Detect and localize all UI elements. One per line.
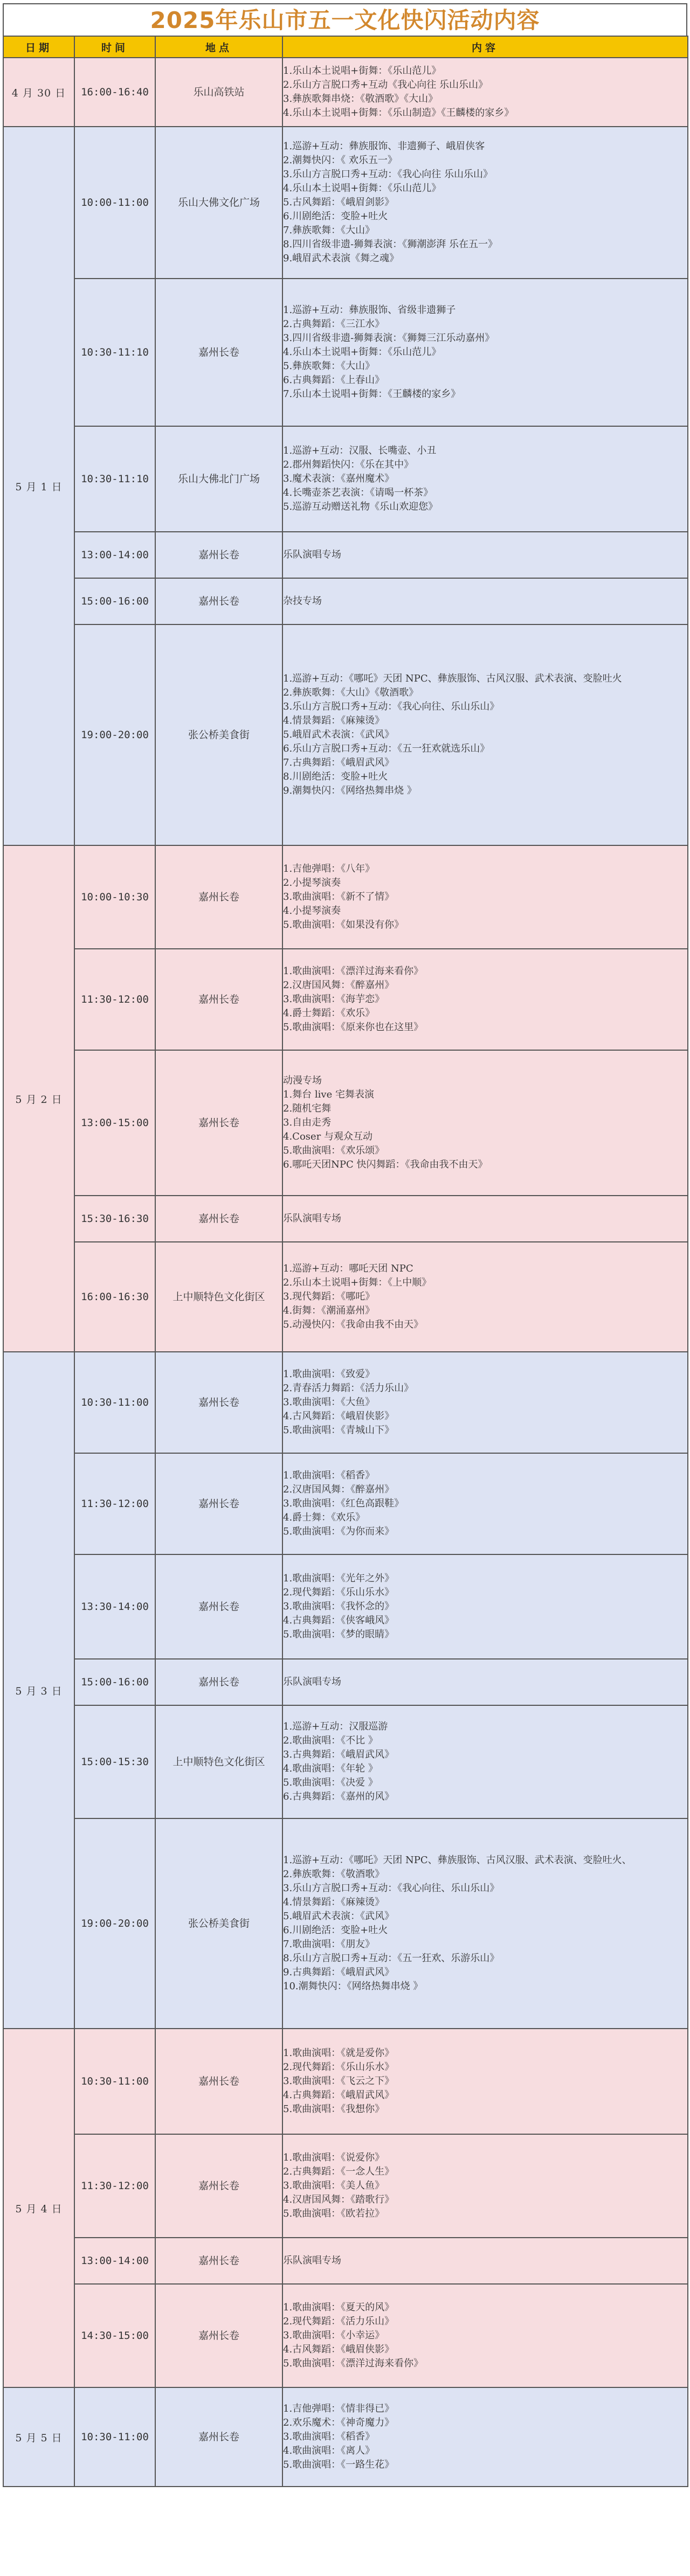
program-item: 3.现代舞蹈：《哪吒》 xyxy=(283,1291,375,1302)
program-item: 10.潮舞快闪：《网络热舞串烧 》 xyxy=(283,1981,423,1992)
date-cell: 4 月 30 日 xyxy=(3,58,74,127)
program-item: 4.汉唐国风舞：《踏歌行》 xyxy=(283,2194,395,2205)
schedule-row xyxy=(3,2284,688,2387)
venue-cell: 乐山大佛文化广场 xyxy=(155,127,282,279)
date-cell: 5 月 4 日 xyxy=(3,2029,74,2387)
date-cell: 5 月 5 日 xyxy=(3,2387,74,2487)
program-item: 4.小提琴演奏 xyxy=(283,905,341,916)
time-cell: 16:00-16:40 xyxy=(74,58,155,127)
program-item: 2.青春活力舞蹈：《活力乐山》 xyxy=(283,1383,414,1394)
program-item: 3.歌曲演唱：《大鱼》 xyxy=(283,1397,375,1408)
time-cell: 14:30-15:00 xyxy=(74,2284,155,2387)
program-item: 3.歌曲演唱：《海芋恋》 xyxy=(283,994,385,1005)
time-cell: 15:30-16:30 xyxy=(74,1196,155,1242)
schedule-row xyxy=(3,1196,688,1242)
program-item: 5.歌曲演唱：《一路生花》 xyxy=(283,2459,395,2470)
schedule-row xyxy=(3,578,688,624)
venue-cell: 嘉州长卷 xyxy=(155,949,282,1050)
schedule-row xyxy=(3,1352,688,1453)
date-cell: 5 月 2 日 xyxy=(3,845,74,1352)
schedule-row xyxy=(3,1242,688,1352)
program-item: 2.现代舞蹈：《活力乐山》 xyxy=(283,2316,395,2327)
time-cell: 10:30-11:00 xyxy=(74,1352,155,1453)
program-item: 3.歌曲演唱：《红色高跟鞋》 xyxy=(283,1498,404,1509)
schedule-body xyxy=(3,58,688,2487)
program-item: 6.川剧绝活：变脸+吐火 xyxy=(283,1925,388,1936)
time-cell: 10:00-10:30 xyxy=(74,845,155,949)
schedule-row xyxy=(3,1554,688,1659)
program-item: 乐队演唱专场 xyxy=(283,549,341,560)
program-item: 3.乐山方言脱口秀+互动：《我心向往 乐山乐山》 xyxy=(283,169,493,180)
time-cell: 19:00-20:00 xyxy=(74,1818,155,2029)
time-cell: 15:00-16:00 xyxy=(74,1659,155,1705)
program-item: 3.歌曲演唱：《飞云之下》 xyxy=(283,2075,395,2087)
time-cell: 11:30-12:00 xyxy=(74,2134,155,2238)
venue-cell: 嘉州长卷 xyxy=(155,2029,282,2134)
program-item: 1.巡游+互动：汉服巡游 xyxy=(283,1721,388,1732)
program-item: 5.彝族歌舞：《大山》 xyxy=(283,360,375,372)
time-cell: 10:30-11:00 xyxy=(74,2029,155,2134)
program-item: 1.巡游+互动：彝族服饰、非遗狮子、峨眉侠客 xyxy=(283,141,485,152)
program-item: 4.爵士舞蹈：《欢乐》 xyxy=(283,1008,375,1019)
schedule-row xyxy=(3,532,688,578)
program-item: 4.古风舞蹈：《峨眉侠影》 xyxy=(283,2344,395,2355)
program-item: 3.歌曲演唱：《我怀念的》 xyxy=(283,1601,395,1612)
program-item: 2.潮舞快闪：《 欢乐五一》 xyxy=(283,155,397,166)
venue-cell: 嘉州长卷 xyxy=(155,578,282,624)
content-cell xyxy=(282,1352,688,1453)
program-item: 9.古典舞蹈：《峨眉武风》 xyxy=(283,1967,395,1978)
program-item: 4.乐山本土说唱+街舞：《乐山范儿》 xyxy=(283,183,441,194)
content-cell xyxy=(282,949,688,1050)
program-item: 5.歌曲演唱：《欢乐颂》 xyxy=(283,1145,385,1156)
program-item: 2.现代舞蹈：《乐山乐水》 xyxy=(283,1587,395,1598)
content-cell xyxy=(282,1050,688,1196)
program-item: 2.乐山方言脱口秀+互动《我心向往 乐山乐山》 xyxy=(283,79,488,91)
program-item: 8.乐山方言脱口秀+互动：《五一狂欢、乐游乐山》 xyxy=(283,1953,500,1964)
program-item: 7.古典舞蹈：《峨眉武风》 xyxy=(283,757,395,768)
program-item: 乐队演唱专场 xyxy=(283,1213,341,1224)
content-cell xyxy=(282,2284,688,2387)
time-cell: 13:00-15:00 xyxy=(74,1050,155,1196)
program-item: 6.古典舞蹈：《上春山》 xyxy=(283,374,385,386)
program-item: 2.古典舞蹈：《三江水》 xyxy=(283,318,385,330)
content-cell xyxy=(282,1453,688,1554)
program-item: 3.古典舞蹈：《峨眉武风》 xyxy=(283,1749,395,1760)
venue-cell: 嘉州长卷 xyxy=(155,1196,282,1242)
schedule-row xyxy=(3,279,688,426)
program-item: 4.情景舞蹈：《麻辣烫》 xyxy=(283,715,385,726)
content-cell xyxy=(282,2029,688,2134)
program-item: 6.古典舞蹈：《嘉州的风》 xyxy=(283,1791,395,1802)
program-item: 5.歌曲演唱：《漂洋过海来看你》 xyxy=(283,2358,424,2369)
time-cell: 15:00-15:30 xyxy=(74,1705,155,1818)
program-item: 8.川剧绝活：变脸+吐火 xyxy=(283,771,388,782)
program-item: 乐队演唱专场 xyxy=(283,1676,341,1688)
program-item: 1.歌曲演唱：《致爱》 xyxy=(283,1369,375,1380)
schedule-row xyxy=(3,1818,688,2029)
program-item: 5.峨眉武术表演：《武风》 xyxy=(283,729,395,740)
program-item: 5.歌曲演唱：《决爱 》 xyxy=(283,1777,378,1788)
program-item: 3.歌曲演唱：《小幸运》 xyxy=(283,2330,385,2341)
program-item: 乐队演唱专场 xyxy=(283,2255,341,2266)
schedule-row xyxy=(3,1659,688,1705)
schedule-row xyxy=(3,2134,688,2238)
venue-cell: 张公桥美食街 xyxy=(155,624,282,845)
program-item: 3.魔术表演：《嘉州魔术》 xyxy=(283,473,395,484)
program-item: 9.潮舞快闪：《网络热舞串烧 》 xyxy=(283,785,417,796)
venue-cell: 嘉州长卷 xyxy=(155,1050,282,1196)
schedule-row xyxy=(3,2029,688,2134)
program-item: 2.郡州舞蹈快闪：《乐在其中》 xyxy=(283,459,414,470)
content-cell xyxy=(282,279,688,426)
time-cell: 10:30-11:00 xyxy=(74,2387,155,2487)
content-cell xyxy=(282,127,688,279)
program-item: 3.乐山方言脱口秀+互动：《我心向往、乐山乐山》 xyxy=(283,701,500,712)
time-cell: 15:00-16:00 xyxy=(74,578,155,624)
header-time: 时间 xyxy=(74,36,155,58)
content-cell xyxy=(282,624,688,845)
program-item: 2.欢乐魔术：《神奇魔力》 xyxy=(283,2417,395,2428)
program-item: 1.巡游+互动：哪吒天团 NPC xyxy=(283,1263,413,1274)
program-item: 5.歌曲演唱：《为你而来》 xyxy=(283,1526,395,1537)
schedule-row xyxy=(3,1705,688,1818)
header-venue: 地点 xyxy=(155,36,282,58)
program-item: 2.彝族歌舞：《敬酒歌》 xyxy=(283,1869,385,1880)
schedule-row xyxy=(3,624,688,845)
document-title: 2025年乐山市五一文化快闪活动内容 xyxy=(3,3,687,36)
content-cell xyxy=(282,2387,688,2487)
program-item: 8.四川省级非遗-狮舞表演：《狮潮澎湃 乐在五一》 xyxy=(283,239,498,250)
time-cell: 11:30-12:00 xyxy=(74,1453,155,1554)
program-item: 1.歌曲演唱：《就是爱你》 xyxy=(283,2047,395,2059)
program-item: 5.歌曲演唱：《青城山下》 xyxy=(283,1425,395,1436)
content-cell xyxy=(282,1659,688,1705)
program-item: 3.彝族歌舞串烧：《敬酒歌》《大山》 xyxy=(283,93,438,105)
program-item: 1.吉他弹唱：《情非得已》 xyxy=(283,2403,395,2414)
venue-cell: 张公桥美食街 xyxy=(155,1818,282,2029)
time-cell: 13:00-14:00 xyxy=(74,2238,155,2284)
time-cell: 16:00-16:30 xyxy=(74,1242,155,1352)
venue-cell: 嘉州长卷 xyxy=(155,532,282,578)
time-cell: 13:30-14:00 xyxy=(74,1554,155,1659)
content-cell xyxy=(282,2238,688,2284)
program-item: 1.吉他弹唱：《八年》 xyxy=(283,863,375,874)
program-item: 4.乐山本土说唱+街舞：《乐山制造》《王麟楼的家乡》 xyxy=(283,107,514,119)
venue-cell: 嘉州长卷 xyxy=(155,279,282,426)
program-item: 4.Coser 与观众互动 xyxy=(283,1131,372,1142)
schedule-row xyxy=(3,2238,688,2284)
program-item: 3.自由走秀 xyxy=(283,1117,332,1128)
program-item: 3.歌曲演唱：《新不了情》 xyxy=(283,891,395,902)
venue-cell: 嘉州长卷 xyxy=(155,2387,282,2487)
content-cell xyxy=(282,1705,688,1818)
program-item: 1.歌曲演唱：《稻香》 xyxy=(283,1470,375,1481)
venue-cell: 乐山大佛北门广场 xyxy=(155,426,282,532)
program-item: 1.舞台 live 宅舞表演 xyxy=(283,1089,374,1100)
program-item: 1.巡游+互动：《哪吒》天团 NPC、彝族服饰、古风汉服、武术表演、变脸吐火 xyxy=(283,673,622,684)
program-item: 3.歌曲演唱：《美人鱼》 xyxy=(283,2180,385,2191)
date-cell: 5 月 3 日 xyxy=(3,1352,74,2029)
program-item: 6.哪吒天团NPC 快闪舞蹈：《我命由我不由天》 xyxy=(283,1159,488,1170)
program-item: 5.歌曲演唱：《如果没有你》 xyxy=(283,919,404,931)
program-item: 7.乐山本土说唱+街舞：《王麟楼的家乡》 xyxy=(283,388,461,400)
program-item: 5.古风舞蹈：《峨眉剑影》 xyxy=(283,197,395,208)
venue-cell: 嘉州长卷 xyxy=(155,2134,282,2238)
schedule-row xyxy=(3,949,688,1050)
program-item: 1.巡游+互动：彝族服饰、省级非遗狮子 xyxy=(283,304,456,316)
program-item: 5.巡游互动赠送礼物《乐山欢迎您》 xyxy=(283,501,438,512)
venue-cell: 嘉州长卷 xyxy=(155,1659,282,1705)
program-item: 1.歌曲演唱：《光年之外》 xyxy=(283,1573,395,1584)
program-item: 2.古典舞蹈：《一念人生》 xyxy=(283,2166,395,2177)
program-item: 3.乐山方言脱口秀+互动：《我心向往、乐山乐山》 xyxy=(283,1883,500,1894)
time-cell: 10:30-11:10 xyxy=(74,426,155,532)
program-item: 1.歌曲演唱：《说爱你》 xyxy=(283,2152,385,2163)
program-item: 2.汉唐国风舞：《醉嘉州》 xyxy=(283,980,395,991)
program-item: 4.街舞：《潮涌嘉州》 xyxy=(283,1305,375,1316)
content-cell xyxy=(282,578,688,624)
program-item: 5.歌曲演唱：《我想你》 xyxy=(283,2103,385,2115)
program-item: 6.乐山方言脱口秀+互动：《五一狂欢就选乐山》 xyxy=(283,743,490,754)
program-item: 5.动漫快闪：《我命由我不由天》 xyxy=(283,1319,424,1330)
schedule-table xyxy=(3,36,688,2487)
schedule-row xyxy=(3,127,688,279)
venue-cell: 嘉州长卷 xyxy=(155,2238,282,2284)
program-item: 1.巡游+互动：汉服、长嘴壶、小丑 xyxy=(283,445,437,456)
schedule-page xyxy=(3,0,687,2487)
program-item: 5.歌曲演唱：《梦的眼睛》 xyxy=(283,1629,395,1640)
header-row xyxy=(3,36,688,58)
time-cell: 13:00-14:00 xyxy=(74,532,155,578)
program-item: 9.峨眉武术表演《舞之魂》 xyxy=(283,253,399,264)
program-item: 1.歌曲演唱：《夏天的风》 xyxy=(283,2302,395,2313)
program-item: 5.歌曲演唱：《欧若拉》 xyxy=(283,2208,385,2219)
time-cell: 19:00-20:00 xyxy=(74,624,155,845)
program-item: 4.长嘴壶茶艺表演：《请喝一杯茶》 xyxy=(283,487,433,498)
program-item: 4.情景舞蹈：《麻辣烫》 xyxy=(283,1897,385,1908)
header-date: 日期 xyxy=(3,36,74,58)
program-item: 7.歌曲演唱：《朋友》 xyxy=(283,1939,375,1950)
program-item: 3.歌曲演唱：《稻香》 xyxy=(283,2431,375,2442)
schedule-row xyxy=(3,1050,688,1196)
content-cell xyxy=(282,1196,688,1242)
program-item: 4.乐山本土说唱+街舞：《乐山范儿》 xyxy=(283,346,441,358)
program-item: 4.爵士舞：《欢乐》 xyxy=(283,1512,365,1523)
program-item: 2.乐山本土说唱+街舞：《上中顺》 xyxy=(283,1277,432,1288)
program-item: 3.四川省级非遗-狮舞表演：《狮舞三江乐动嘉州》 xyxy=(283,332,495,344)
header-content: 内容 xyxy=(282,36,688,58)
venue-cell: 上中顺特色文化街区 xyxy=(155,1705,282,1818)
venue-cell: 嘉州长卷 xyxy=(155,1352,282,1453)
content-cell xyxy=(282,426,688,532)
content-cell xyxy=(282,845,688,949)
content-cell xyxy=(282,1554,688,1659)
schedule-row xyxy=(3,1453,688,1554)
venue-cell: 上中顺特色文化街区 xyxy=(155,1242,282,1352)
venue-cell: 嘉州长卷 xyxy=(155,1453,282,1554)
program-item: 杂技专场 xyxy=(283,595,322,607)
program-item: 2.小提琴演奏 xyxy=(283,877,341,888)
program-item: 4.古典舞蹈：《峨眉武风》 xyxy=(283,2089,395,2101)
program-item: 4.古典舞蹈：《侠客峨风》 xyxy=(283,1615,395,1626)
program-item: 1.歌曲演唱：《漂洋过海来看你》 xyxy=(283,966,424,977)
program-item: 4.古风舞蹈：《峨眉侠影》 xyxy=(283,1411,395,1422)
program-item: 2.汉唐国风舞：《醉嘉州》 xyxy=(283,1484,395,1495)
schedule-row xyxy=(3,2387,688,2487)
schedule-row xyxy=(3,426,688,532)
program-item: 7.彝族歌舞：《大山》 xyxy=(283,225,375,236)
content-cell xyxy=(282,1242,688,1352)
program-item: 4.歌曲演唱：《年轮 》 xyxy=(283,1763,378,1774)
program-item: 2.现代舞蹈：《乐山乐水》 xyxy=(283,2061,395,2073)
venue-cell: 嘉州长卷 xyxy=(155,1554,282,1659)
content-cell xyxy=(282,532,688,578)
time-cell: 10:30-11:10 xyxy=(74,279,155,426)
date-cell: 5 月 1 日 xyxy=(3,127,74,845)
schedule-row xyxy=(3,58,688,127)
content-cell xyxy=(282,2134,688,2238)
program-item: 动漫专场 xyxy=(283,1075,322,1086)
program-item: 5.峨眉武术表演：《武风》 xyxy=(283,1911,395,1922)
venue-cell: 嘉州长卷 xyxy=(155,845,282,949)
content-cell xyxy=(282,1818,688,2029)
program-item: 4.歌曲演唱：《离人》 xyxy=(283,2445,375,2456)
program-item: 6.川剧绝活：变脸+吐火 xyxy=(283,211,388,222)
program-item: 1.巡游+互动：《哪吒》天团 NPC、彝族服饰、古风汉服、武术表演、变脸吐火、 xyxy=(283,1855,632,1866)
content-cell xyxy=(282,58,688,127)
program-item: 2.彝族歌舞：《大山》《敬酒歌》 xyxy=(283,687,419,698)
program-item: 2.歌曲演唱：《不比 》 xyxy=(283,1735,378,1746)
program-item: 5.歌曲演唱：《原来你也在这里》 xyxy=(283,1022,424,1033)
program-item: 1.乐山本土说唱+街舞：《乐山范儿》 xyxy=(283,65,441,77)
venue-cell: 乐山高铁站 xyxy=(155,58,282,127)
time-cell: 11:30-12:00 xyxy=(74,949,155,1050)
program-item: 2.随机宅舞 xyxy=(283,1103,332,1114)
venue-cell: 嘉州长卷 xyxy=(155,2284,282,2387)
schedule-row xyxy=(3,845,688,949)
time-cell: 10:00-11:00 xyxy=(74,127,155,279)
